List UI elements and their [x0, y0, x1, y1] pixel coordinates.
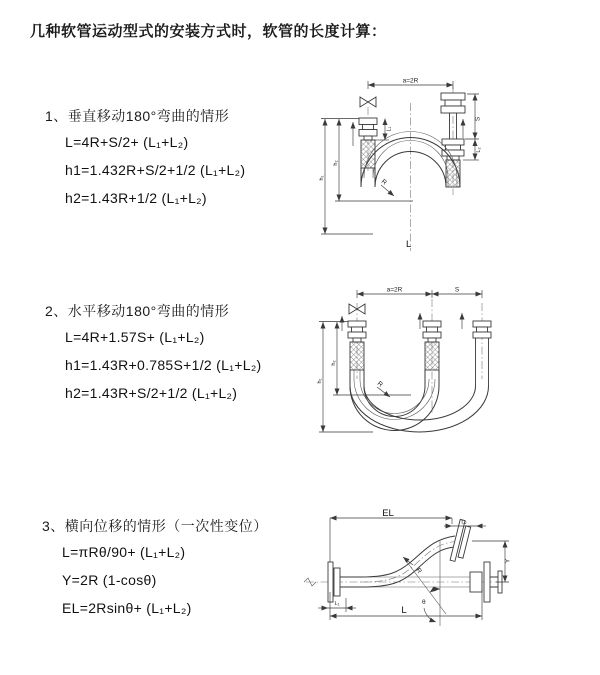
- dim-label-l1: L₁: [386, 126, 393, 132]
- hose-u-bends: [350, 370, 489, 432]
- dimension-l2: [444, 520, 486, 527]
- diagram-horizontal-180-bend: [313, 283, 583, 443]
- section-1-formula-h1: h1=1.432R+S/2+1/2 (L₁+L₂): [65, 162, 246, 178]
- section-3-formula-y: Y=2R (1-cosθ): [62, 572, 157, 588]
- dimension-l1: [318, 598, 356, 612]
- dim-label-r: R: [379, 178, 388, 187]
- section-2-heading: 2、水平移动180°弯曲的情形: [45, 303, 230, 319]
- diagram-vertical-180-bend: [315, 75, 575, 255]
- section-2-formula-h2: h2=1.43R+S/2+1/2 (L₁+L₂): [65, 385, 238, 401]
- centerlines: [357, 299, 482, 415]
- dim-label-h1: h₁: [319, 175, 325, 181]
- dimension-el: [330, 508, 452, 562]
- dim-label-s: S: [474, 116, 482, 122]
- dim-label-r: R: [414, 566, 423, 575]
- dimension-a-2r: [368, 78, 453, 90]
- right-union-and-hose: [441, 93, 465, 187]
- dimension-a-2r: [357, 287, 482, 299]
- dim-label-h1: h₁: [317, 378, 323, 384]
- section-1-heading: 1、垂直移动180°弯曲的情形: [45, 108, 230, 124]
- dim-label-l: L: [406, 239, 412, 250]
- centerlines: [368, 87, 453, 251]
- dim-label-l2: L₂: [461, 519, 467, 526]
- dim-label-s: S: [454, 286, 460, 294]
- section-2-formula-l: L=4R+1.57S+ (L₁+L₂): [65, 329, 205, 345]
- dim-label-l: L: [401, 605, 407, 616]
- dim-label-a2r: a=2R: [402, 77, 419, 85]
- dimension-s: [432, 287, 482, 295]
- dimension-l: [330, 588, 482, 620]
- middle-union-and-hose: [423, 321, 441, 370]
- dim-label-l1: L₁: [334, 601, 340, 607]
- left-union-and-hose: [353, 118, 377, 168]
- angle-construction: [404, 541, 446, 626]
- section-3-formula-el: EL=2Rsinθ+ (L₁+L₂): [62, 600, 192, 616]
- section-3-formula-l: L=πRθ/90+ (L₁+L₂): [62, 544, 186, 560]
- radius-callout: [376, 380, 390, 397]
- valve-icon: [360, 97, 376, 107]
- dim-label-h2: h₂: [333, 160, 339, 166]
- dim-label-el: EL: [382, 508, 394, 519]
- dim-label-theta: θ: [422, 599, 426, 606]
- dim-label-r: R: [375, 380, 384, 389]
- radius-callout: [380, 178, 394, 196]
- section-1-formula-h2: h2=1.43R+1/2 (L₁+L₂): [65, 190, 207, 206]
- page-title: 几种软管运动型式的安装方式时，软管的长度计算：: [30, 23, 387, 40]
- section-2-formula-h1: h1=1.43R+0.785S+1/2 (L₁+L₂): [65, 357, 262, 373]
- dim-label-y: Y: [504, 558, 512, 564]
- section-3-heading: 3、横向位移的情形（一次性变位）: [42, 518, 268, 534]
- diagram-lateral-displacement: [300, 508, 600, 643]
- section-1-formula-l: L=4R+S/2+ (L₁+L₂): [65, 134, 189, 150]
- dimension-s: [465, 94, 482, 139]
- dim-label-h2: h₂: [331, 360, 337, 366]
- dimension-l2: [463, 140, 482, 161]
- dim-label-a2r: a=2R: [386, 286, 403, 294]
- left-union-and-hose: [348, 321, 366, 370]
- dim-label-l2: L₂: [476, 147, 482, 153]
